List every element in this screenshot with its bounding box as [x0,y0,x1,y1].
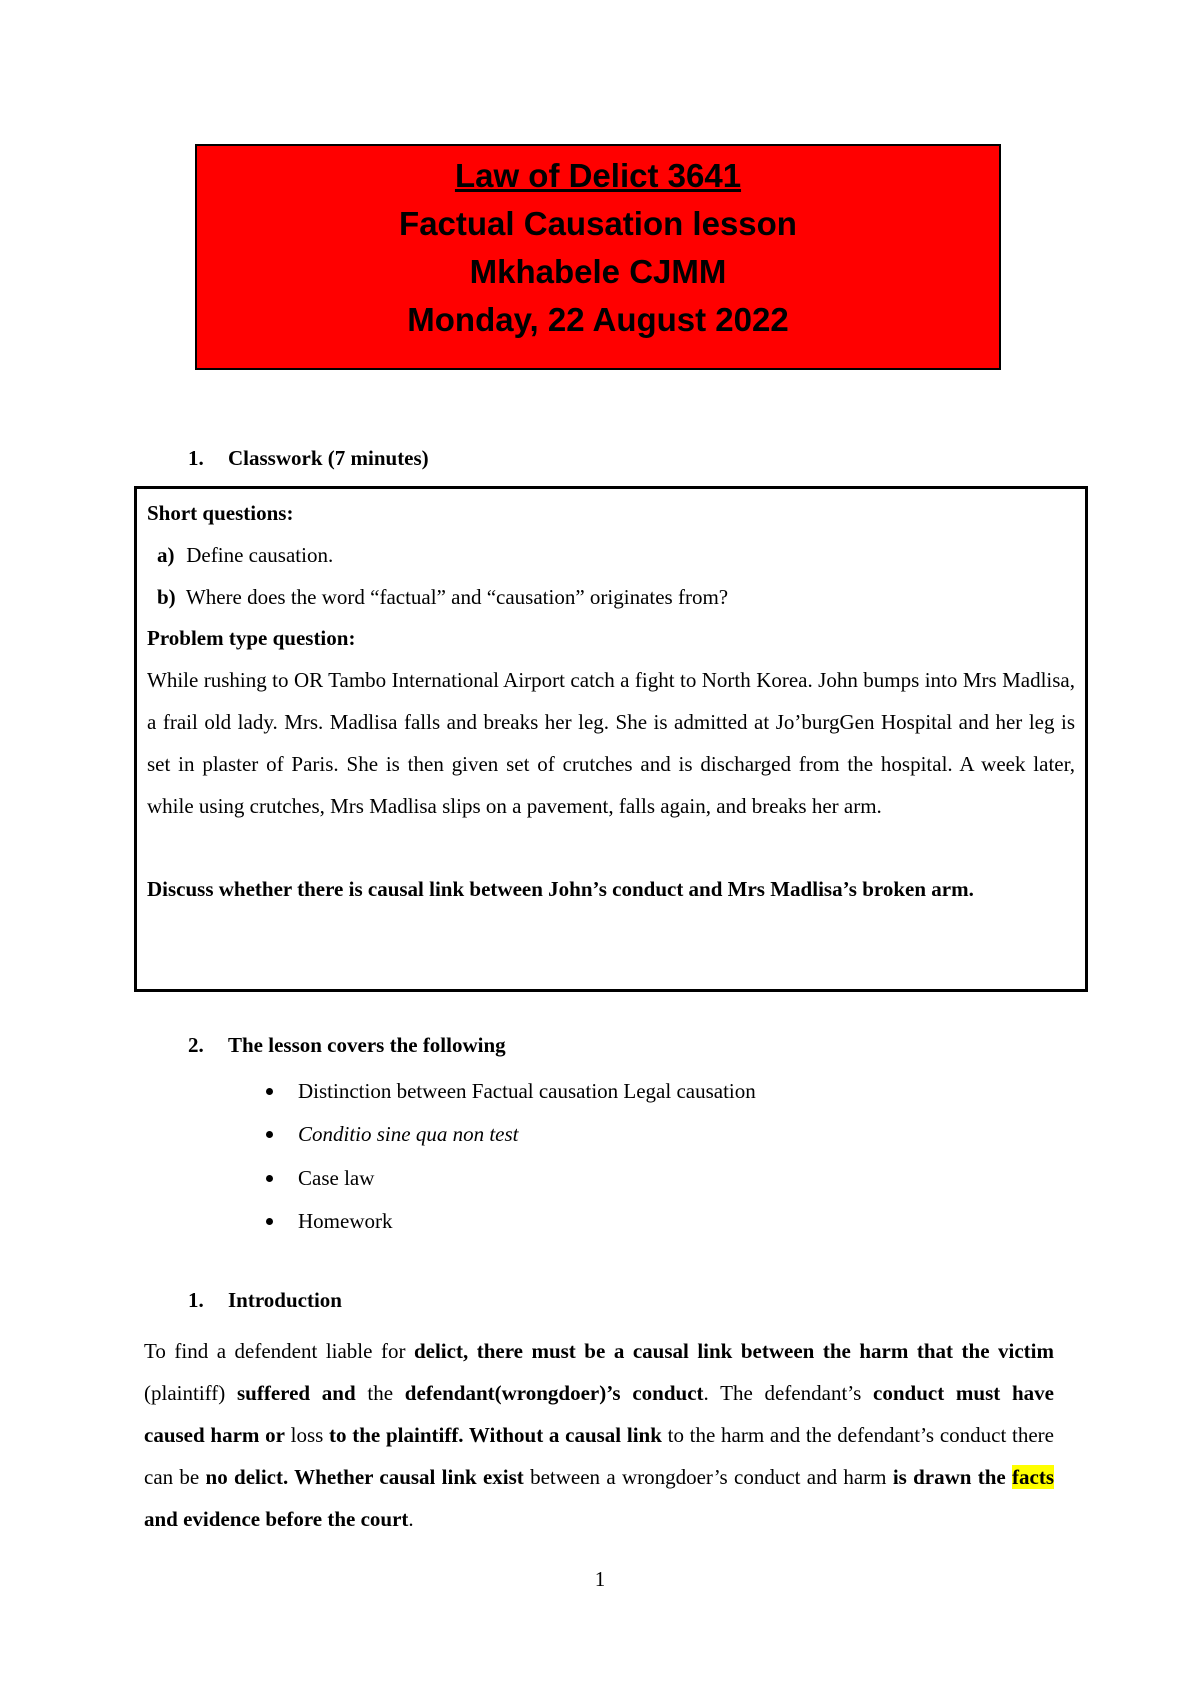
bullet-icon [266,1218,273,1225]
highlighted-word: facts [1012,1465,1054,1489]
page-number: 1 [594,1567,606,1591]
classwork-box [134,486,1088,992]
list-item: Case law [262,1160,756,1203]
list-item: Homework [262,1203,756,1246]
bullet-icon [266,1175,273,1182]
spacer [147,827,1075,869]
section-heading-lesson-covers: 2. The lesson covers the following [188,1033,506,1057]
problem-text: While rushing to OR Tambo International Airport catch a fight to North Korea. John bumps into Mrs Madlisa, a frail old lady. Mrs. Madlisa falls and breaks her leg. She is admitted at Jo’burgGen Hospital and her leg is set in plaster of Paris. She is then given set of crutches and is discharged from the hospital. A week later, while using crutches, Mrs Madlisa slips on a pavement, falls again, and breaks her arm. [147,668,1075,818]
list-item: Conditio sine qua non test [262,1116,756,1159]
lesson-topics-list [262,1073,756,1247]
author-name: Mkhabele CJMM [469,253,727,290]
problem-type-heading: Problem type question: [147,626,356,651]
question-a: a) Define causation. [157,542,334,567]
question-b: b) Where does the word “factual” and “causation” originates from? [157,584,729,609]
discuss-question: Discuss whether there is causal link between John’s conduct and Mrs Madlisa’s broken arm. [147,877,974,902]
bullet-icon [266,1131,273,1138]
short-questions-heading: Short questions: [147,501,294,525]
course-title: Law of Delict 3641 [454,157,742,194]
title-box [195,144,1001,370]
lesson-date: Monday, 22 August 2022 [407,301,789,338]
lesson-title: Factual Causation lesson [399,205,797,242]
section-heading-classwork: 1. Classwork (7 minutes) [188,446,429,470]
introduction-paragraph: To find a defendent liable for delict, there must be a causal link between the harm that the victim (plaintiff) suffered and the defendant(wrongdoer)’s conduct. The defendant’s conduct must have caused harm or loss to the plaintiff. Without a causal link to the harm and the defendant’s conduct there can be no delict. Whether causal link exist between a wrongdoer’s conduct and harm is drawn the facts and evidence before the court. [144,1339,1054,1531]
section-heading-introduction: 1. Introduction [188,1288,342,1312]
bullet-icon [266,1088,273,1095]
list-item: Distinction between Factual causation Legal causation [262,1073,756,1116]
